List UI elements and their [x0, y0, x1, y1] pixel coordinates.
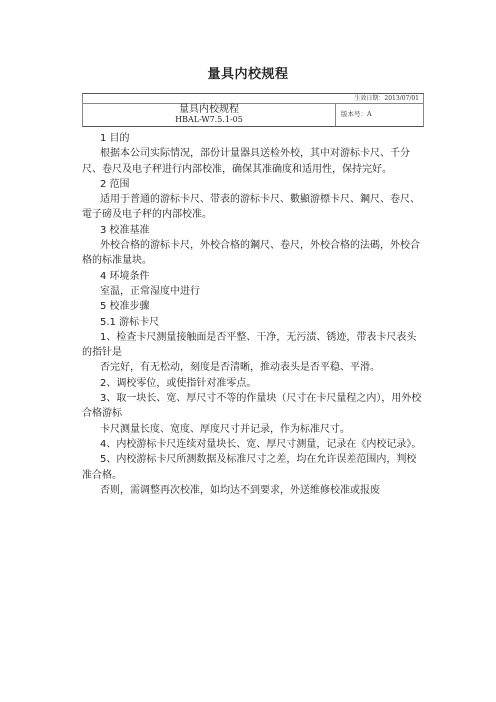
paragraph: 室温，正常湿度中进行: [100, 285, 200, 297]
paragraph: 2、调校零位，或使指针对准零点。: [100, 377, 257, 389]
paragraph: 否完好，有无松动，刻度是否清晰，推动表头是否平稳、平滑。: [100, 362, 380, 374]
paragraph: 1、检查卡尺测量接触面是否平整、干净，无污渍、锈迹，带表卡尺表头的指针是: [82, 331, 417, 359]
paragraph: 适用于普通的游标卡尺、带表的游标卡尺、數顯游標卡尺、鋼尺、卷尺、電子磅及电子秤的内部校准。: [82, 194, 420, 221]
paragraph: 4、内校游标卡尺连续对量块长、宽、厚尺寸测量，记录在《内校记录》。: [100, 438, 422, 450]
effective-date: 生效日期：2013/07/01: [354, 95, 419, 102]
header-name-cell: [83, 103, 336, 126]
section-heading: 2 范围: [100, 178, 130, 190]
document-name: 量具内校规程: [179, 104, 239, 115]
paragraph: 5、内校游标卡尺所测数据及标准尺寸之差，均在允许误差范围内，判校准合格。: [82, 454, 417, 481]
paragraph: 外校合格的游标卡尺，外校合格的鋼尺、卷尺，外校合格的法碼，外校合格的标准量块。: [82, 240, 420, 267]
section-heading: 3 校准基准: [100, 224, 150, 236]
paragraph: 3、取一块长、宽、厚尺寸不等的作量块（尺寸在卡尺量程之内），用外校合格游标: [82, 393, 422, 420]
document-body: [82, 131, 422, 498]
section-heading: 1 目的: [100, 133, 130, 144]
paragraph: 卡尺测量长度、宽度、厚度尺寸并记录，作为标准尺寸。: [100, 423, 350, 435]
document-header-table: [82, 93, 424, 127]
document-code: HBAL-W7.5.1-05: [175, 115, 243, 124]
page-title: 量具内校规程: [207, 67, 289, 82]
paragraph: 根据本公司实际情况，部份计量器具送检外校，其中对游标卡尺、千分尺、卷尺及电子秤进行内部校准，确保其准确度和适用性，保持完好。: [82, 148, 410, 175]
section-heading: 4 环境条件: [100, 270, 150, 282]
paragraph: 否则，需调整再次校准，如均达不到要求，外送维修校准或报废: [100, 484, 380, 496]
version-number: 版本号：A: [341, 110, 372, 118]
section-heading: 5 校准步骤: [100, 301, 150, 313]
subsection-heading: 5.1 游标卡尺: [100, 316, 160, 328]
